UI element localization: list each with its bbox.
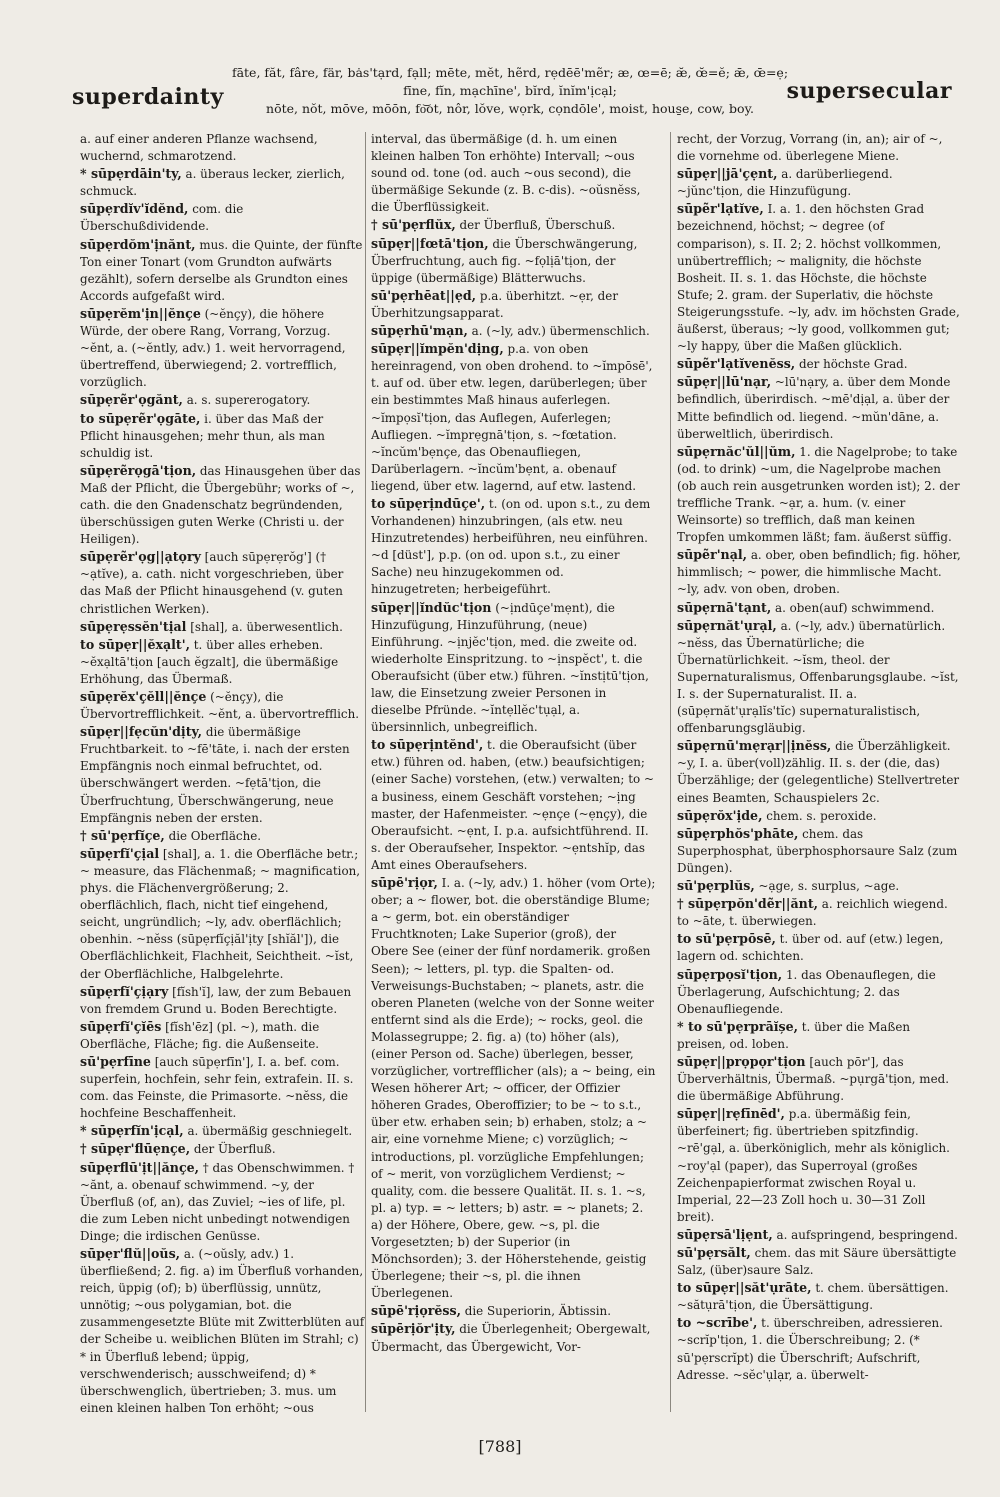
- entry-headword: sūpẹrnăt'ụrạl,: [677, 617, 777, 633]
- entry-headword: sūpẹrdŏm'ịnănt,: [80, 236, 196, 252]
- entry-headword: sūpẹrẹssĕn'tịal: [80, 618, 187, 634]
- dictionary-entry: [371, 235, 656, 287]
- dictionary-entry: [677, 443, 962, 547]
- entry-headword: sūpẹrfĭ'çịal: [80, 845, 160, 861]
- entry-headword: † sū'pẹrfĭçe,: [80, 827, 165, 843]
- dictionary-entry: [80, 200, 365, 235]
- entry-definition: t. über die Maßen preisen, od. loben.: [677, 1019, 911, 1051]
- pronunciation-key-line: fāte, făt, fâre, fär, bȧs'tạrd, fạll; mēte, mĕt, hẽrd, rẹdēē'mẽr; æ, œ=ē; æ̆, œ̆=ĕ; ǣ, œ̄=ẹ;: [231, 65, 789, 80]
- entry-definition: a. reichlich wiegend. to ~āte, t. überwiegen.: [677, 897, 948, 929]
- entry-definition: † das Obenschwimmen. † ~ănt, a. obenauf schwimmend. ~y, der Überfluß (of, an), das Zuviel; ~ies of life, pl. die zum Leben nicht unbedingt notwendigen Dinge; die irdischen Genüsse.: [80, 1160, 355, 1243]
- entry-definition: i. über das Maß der Pflicht hinausgehen; mehr thun, als man schuldig ist.: [80, 411, 325, 460]
- entry-definition: com. die Überschußdividende.: [80, 202, 244, 234]
- entry-headword: sūpẹrpọsĭ'tịon,: [677, 966, 783, 982]
- entry-headword: sūpē'rịọrĕss,: [371, 1303, 461, 1319]
- entry-headword: sūpē'rịọr,: [371, 875, 438, 891]
- column-left: [80, 130, 365, 1420]
- entry-headword: to ~scrībe',: [677, 1315, 758, 1331]
- dictionary-entry: [677, 355, 962, 373]
- page-number: [788]: [478, 1437, 522, 1456]
- dictionary-entry: [677, 546, 962, 598]
- entry-headword: to sūpẹrịndūçe',: [371, 495, 486, 511]
- entry-headword: sūpẹr||fœtā'tịon,: [371, 235, 489, 251]
- entry-definition: (~ĕnçy), die höhere Würde, der obere Rang, Vorrang, Vorzug. ~ĕnt, a. (~ĕntly, adv.) 1. weit hervorragend, übertreffend, überwiegend; 2. vortrefflich, vorzüglich.: [80, 306, 346, 390]
- dictionary-entry: [80, 165, 365, 200]
- dictionary-entry: [677, 895, 962, 930]
- entry-headword: † sūpẹr'flūẹnçe,: [80, 1141, 191, 1157]
- entry-headword: sūpẹrĕm'ịn||ĕnçe: [80, 305, 201, 321]
- entry-headword: sūpẹrsā'lịẹnt,: [677, 1226, 773, 1242]
- dictionary-entry: [80, 305, 365, 391]
- entry-definition: (~ịndūçe'mẹnt), die Hinzufügung, Hinzuführung, (neue) Einführung. ~ịnjĕc'tịon, med. die zweite od. wiederholte Einspritzung. to ~ịnspĕct', t. die Oberaufsicht (über etw.) führen. ~ĭnstịtū'tịon, law, die Einsetzung zweier Personen in dieselbe Pfründe. ~ĭntẹllĕc'tụạl, a. übersinnlich, unbegreiflich.: [371, 600, 649, 735]
- entry-definition: p.a. überhitzt. ~ẹr, der Überhitzungsapparat.: [371, 288, 618, 320]
- entry-headword: sūpẹrŏx'ịde,: [677, 807, 763, 823]
- entry-headword: sūpērịŏr'ịty,: [371, 1321, 456, 1337]
- entry-headword: sūpẹr||fẹcŭn'dịty,: [80, 724, 203, 740]
- dictionary-entry: [677, 877, 962, 895]
- dictionary-entry: [677, 617, 962, 738]
- dictionary-entry: [677, 130, 962, 165]
- entry-definition: [fĭsh'ĭ], law, der zum Bebauen von fremdem Grund u. Boden Berechtigte.: [80, 984, 352, 1016]
- entry-definition: [auch sūpẹrẹrŏg'] († ~ạtĭve), a. cath. nicht vorgeschrieben, über das Maß der Pflicht hinausgehend (v. guten christlichen Werken).: [80, 550, 344, 616]
- dictionary-entry: [677, 599, 962, 617]
- dictionary-entry: [677, 1226, 962, 1244]
- entry-definition: recht, der Vorzug, Vorrang (in, an); air of ~, die vornehme od. überlegene Miene.: [677, 132, 943, 164]
- entry-definition: mus. die Quinte, der fünfte Ton einer Tonart (vom Grundton aufwärts gezählt), sofern derselbe als Grundton eines Accords aufgefaßt wird.: [80, 237, 363, 303]
- entry-headword: sūpẹr||ĭmpĕn'dịng,: [371, 341, 504, 357]
- dictionary-entry: [371, 736, 656, 874]
- dictionary-entry: [677, 1018, 962, 1053]
- entry-headword: sūpẽr'nạl,: [677, 547, 748, 563]
- entry-definition: 1. das Obenauflegen, die Überlagerung, Aufschichtung; 2. das Obenaufliegende.: [677, 967, 936, 1016]
- dictionary-entry: [677, 737, 962, 806]
- entry-definition: chem. das mit Säure übersättigte Salz, (über)saure Salz.: [677, 1246, 957, 1278]
- dictionary-entry: [371, 1302, 656, 1320]
- entry-definition: die Oberfläche.: [164, 828, 262, 843]
- entry-definition: die übermäßige Fruchtbarkeit. to ~fē'tāte, i. nach der ersten Empfängnis noch einmal befruchtet, od. überschwängert werden. ~fẹtā'tịon, die Überfruchtung, Überschwängerung, neue Empfängnis neben der ersten.: [80, 725, 350, 825]
- entry-headword: sū'pẹrplŭs,: [677, 878, 755, 894]
- entry-headword: sūpẹrĕx'çĕll||ĕnçe: [80, 689, 207, 704]
- entry-headword: sūpẽr'lạtĭvenĕss,: [677, 356, 796, 372]
- entry-headword: * to sū'pẹrprāĭșe,: [677, 1018, 798, 1034]
- dictionary-entry: [677, 930, 962, 965]
- entry-definition: interval, das übermäßige (d. h. um einen kleinen halben Ton erhöhte) Intervall; ~ous sound od. tone (od. auch ~ous second), die übermäßige Sekunde (z. B. c-dis). ~oŭsnĕss, die Überflüssigkeit.: [371, 132, 641, 215]
- dictionary-entry: [80, 548, 365, 617]
- entry-definition: I. a. (~ly, adv.) 1. höher (vom Orte); ober; a ~ flower, bot. die oberständige Blume; a ~ germ, bot. ein oberständiger Fruchtknoten; Lake Superior (groß), der Obere See (einer der fünf nordamerik. großen Seen); ~ letters, pl. typ. die Spalten- od. Verweisungs-Buchstaben; ~ planets, astr. die oberen Planeten (welche von der Sonne weiter entfernt sind als die Erde); ~ rocks, geol. die Molassegruppe; 2. fig. a) (to) höher (als), (einer Person od. Sache) überlegen, besser, vorzüglicher, vortrefflicher (als); a ~ being, ein Wesen höherer Art; ~ officer, der Offizier höheren Grades, Oberoffizier; to be ~ to s.t., über etw. erhaben sein; b) erhaben, stolz; a ~ air, eine vornehme Miene; c) vorzüglich; ~ introductions, pl. vorzügliche Empfehlungen; of ~ merit, von vorzüglichem Verdienst; ~ quality, com. die bessere Qualität. II. s. 1. ~s, pl. a) typ. = ~ letters; b) astr. = ~ planets; 2. a) der Höhere, Obere, gew. ~s, pl. die Vorgesetzten; b) der Superior (in Mönchsorden); 3. der Höherstehende, geistig Überlegene; their ~s, pl. die ihnen Überlegenen.: [371, 876, 656, 1301]
- dictionary-entry: [80, 1159, 365, 1245]
- entry-definition: ~ạge, s. surplus, ~age.: [754, 879, 900, 894]
- dictionary-entry: [80, 845, 365, 983]
- entry-definition: chem. das Superphosphat, überphosphorsaure Salz (zum Düngen).: [677, 826, 958, 875]
- entry-definition: der Überfluß, Überschuß.: [455, 218, 616, 233]
- column-divider: [670, 132, 671, 1412]
- entry-headword: sū'pẹrfīne: [80, 1053, 151, 1069]
- column-divider: [365, 132, 366, 1412]
- entry-definition: der höchste Grad.: [795, 357, 908, 372]
- entry-definition: (~ĕnçy), die Übervortrefflichkeit. ~ĕnt, a. übervortrefflich.: [80, 690, 360, 722]
- entry-headword: sūpẹrnā'tạnt,: [677, 599, 772, 615]
- dictionary-entry: [371, 874, 656, 1302]
- entry-headword: sūpẹrnăc'ŭl||ŭm,: [677, 443, 796, 459]
- entry-definition: die Überschwängerung, Überfruchtung, auch fig. ~fọlịā'tịon, der üppige (übermäßige) Blätterwuchs.: [371, 236, 638, 285]
- pronunciation-key-line: nōte, nŏt, mōve, mōōn, fo͝ot, nôr, lŏve, wọrk, cọndōle', moist, hous̱e, cow, boy.: [266, 101, 754, 116]
- entry-headword: sū'pẹrhēat||ẹd,: [371, 287, 477, 303]
- entry-definition: p.a. übermäßig fein, überfeinert; fig. übertrieben spitzfindig. ~rē'gạl, a. überköniglich, mehr als königlich. ~roy'ạl (paper), das Superroyal (großes Zeichenpapierformat zwischen Royal u. Imperial, 22—23 Zoll hoch u. 30—31 Zoll breit).: [677, 1107, 950, 1224]
- dictionary-entry: [80, 723, 365, 827]
- running-head-right: supersecular: [786, 78, 952, 104]
- column-middle: [371, 130, 656, 1420]
- dictionary-entry: [80, 636, 365, 688]
- entry-definition: t. (on od. upon s.t., zu dem Vorhandenen) hinzubringen, (als etw. neu Hinzutretendes) herbeiführen, neu einführen. ~d [düst'], p.p. (on od. upon s.t., zu einer Sache) neu hinzugekommen od. hinzugetreten; herbeigeführt.: [371, 496, 651, 597]
- entry-headword: * sūpẹrdāin'ty,: [80, 166, 182, 182]
- dictionary-entry: [80, 618, 365, 636]
- running-head-left: superdainty: [72, 84, 224, 110]
- entry-definition: a. (~oŭsly, adv.) 1. überfließend; 2. fig. a) im Überfluß vorhanden, reich, üppig (of); b) überflüssig, unnütz, unnötig; ~ous polygamian, bot. die zusammengesetzte Blüte mit Zwitterblüten auf der Scheibe u. weiblichen Blüten im Strahl; c) * in Überfluß lebend; üppig, verschwenderisch; ausschweifend; d) * überschwenglich, übertrieben; 3. mus. um einen kleinen halben Ton erhöht; ~ous: [80, 1247, 365, 1415]
- entry-headword: sūpẽr'lạtĭve,: [677, 201, 764, 217]
- entry-definition: t. über od. auf (etw.) legen, lagern od. schichten.: [677, 932, 944, 964]
- entry-headword: sūpẹrhū'mạn,: [371, 323, 468, 339]
- entry-definition: a. (~ly, adv.) übermenschlich.: [467, 324, 650, 339]
- dictionary-entry: [677, 165, 962, 200]
- entry-definition: I. a. 1. den höchsten Grad bezeichnend, höchst; ~ degree (of comparison), s. II. 2; 2. höchst vollkommen, unübertrefflich; ~ malignity, die höchste Bosheit. II. s. 1. das Höchste, die höchste Stufe; 2. gram. der Superlativ, die höchste Steigerungsstufe. ~ly, adv. im höchsten Grade, äußerst, überaus; ~ly good, vollkommen gut; ~ly happy, über die Maßen glücklich.: [677, 202, 960, 354]
- dictionary-entry: [371, 287, 656, 322]
- dictionary-entry: [80, 1053, 365, 1122]
- pronunciation-key: [225, 64, 795, 118]
- entry-definition: a. aufspringend, bespringend.: [772, 1227, 958, 1242]
- entry-headword: † sū'pẹrflŭx,: [371, 217, 456, 233]
- entry-definition: t. überschreiben, adressieren. ~scrĭp'tịon, 1. die Überschreibung; 2. (* sū'pẹrscrĭpt) die Überschrift; Aufschrift, Adresse. ~sĕc'ụlạr, a. überwelt-: [677, 1316, 943, 1382]
- entry-definition: chem. s. peroxide.: [762, 808, 877, 823]
- entry-definition: a. übermäßig geschniegelt.: [183, 1124, 353, 1139]
- entry-headword: to sūpẹr||săt'ụrāte,: [677, 1280, 812, 1296]
- dictionary-entry: [677, 825, 962, 877]
- dictionary-entry: [80, 130, 365, 165]
- dictionary-entry: [80, 236, 365, 305]
- entry-headword: sūpẹr||jā'çẹnt,: [677, 166, 778, 182]
- entry-definition: [auch sūpẹrfīn'], I. a. bef. com. superfein, hochfein, sehr fein, extrafein. II. s. com. das Feinste, die Primasorte. ~nĕss, die hochfeine Beschaffenheit.: [80, 1054, 354, 1121]
- entry-definition: a. s. supererogatory.: [182, 393, 311, 408]
- dictionary-entry: [80, 1140, 365, 1158]
- entry-definition: [fĭsh'ēz] (pl. ~), math. die Oberfläche, Fläche; fig. die Außenseite.: [80, 1019, 320, 1051]
- dictionary-entry: [677, 1053, 962, 1105]
- entry-definition: [auch pōr'], das Überverhältnis, Übermaß. ~pụrgā'tịon, med. die übermäßige Abführung.: [677, 1054, 950, 1104]
- pronunciation-key-line: fīne, fĭn, mạchīne', bĭrd, ĭnĭm'ịcạl;: [403, 83, 617, 98]
- entry-headword: sū'pẹrsălt,: [677, 1245, 751, 1260]
- entry-headword: sūpẹr'flŭ||oŭs,: [80, 1246, 181, 1261]
- dictionary-entry: [677, 200, 962, 355]
- dictionary-entry: [80, 462, 365, 548]
- entry-headword: sūpẹrdĭv'ĭdĕnd,: [80, 201, 189, 217]
- entry-headword: sūpẹr||prọpọr'tịon: [677, 1053, 806, 1069]
- dictionary-entry: [371, 495, 656, 599]
- dictionary-entry: [80, 410, 365, 462]
- dictionary-entry: [371, 216, 656, 234]
- dictionary-entry: [371, 322, 656, 340]
- entry-definition: a. oben(auf) schwimmend.: [771, 600, 935, 615]
- dictionary-entry: [677, 966, 962, 1018]
- entry-headword: sūpẹrflū'ịt||ănçe,: [80, 1159, 200, 1175]
- entry-headword: sūpẹrnū'mẹrạr||ịnĕss,: [677, 738, 832, 754]
- entry-headword: sūpẹrẽr'ọg||ạtọry: [80, 549, 201, 565]
- entry-definition: a. überaus lecker, zierlich, schmuck.: [80, 167, 345, 199]
- entry-definition: a. darüberliegend. ~jŭnc'tịon, die Hinzufügung.: [677, 167, 893, 199]
- entry-headword: sūpẹr||lū'nạr,: [677, 374, 772, 390]
- dictionary-entry: [371, 599, 656, 737]
- entry-headword: to sūpẹrẽr'ọgāte,: [80, 410, 201, 426]
- dictionary-entry: [80, 391, 365, 409]
- entry-definition: a. (~ly, adv.) übernatürlich. ~nĕss, das Übernatürliche; die Übernatürlichkeit. ~ĭsm, theol. der Supernaturalismus, Offenbarungsglaube. ~ĭst, I. s. der Supernaturalist. II. a. (sūpẹrnăt'ụrạlĭs'tĭc) supernaturalistisch, offenbarungsgläubig.: [677, 618, 959, 736]
- entry-headword: sūpẹr||ĭndŭc'tịon: [371, 599, 492, 615]
- entry-definition: ~lū'nạry, a. über dem Monde befindlich, überirdisch. ~mē'dịạl, a. über der Mitte befindlich od. liegend. ~mŭn'dāne, a. überweltlich, überirdisch.: [677, 375, 951, 441]
- dictionary-entry: [80, 827, 365, 845]
- dictionary-entry: [677, 1244, 962, 1279]
- entry-definition: die Überlegenheit; Obergewalt, Übermacht, das Übergewicht, Vor-: [371, 1322, 651, 1354]
- entry-definition: a. ober, oben befindlich; fig. höher, himmlisch; ~ power, die himmlische Macht. ~ly, adv. von oben, droben.: [677, 548, 961, 597]
- entry-headword: sūpẹrẽrọgā'tịon,: [80, 462, 197, 478]
- entry-headword: sūpẹrẽr'ọgănt,: [80, 392, 183, 408]
- entry-definition: [shal], a. 1. die Oberfläche betr.; ~ measure, das Flächenmaß; ~ magnification, phys. die Flächenvergrößerung; 2. oberflächlich, flach, nicht tief eingehend, seicht, ungründlich; ~ly, adv. oberflächlich; obenhin. ~nĕss (sūpẹrfĭçịăl'ịty [shĭăl']), die Oberflächlichkeit, Flachheit, Seichtheit. ~ĭst, der Oberflächliche, Halbgelehrte.: [80, 846, 361, 981]
- entry-definition: 1. die Nagelprobe; to take (od. to drink) ~um, die Nagelprobe machen (ob auch rein ausgetrunken worden ist); 2. der treffliche Trank. ~ạr, a. hum. (v. einer Weinsorte) so trefflich, daß man keinen Tropfen umkommen läßt; fam. äußerst süffig.: [677, 444, 960, 545]
- entry-headword: to sūpẹr||ĕxạlt',: [80, 636, 190, 652]
- entry-headword: sūpẹrphŏs'phāte,: [677, 825, 799, 841]
- entry-headword: to sūpẹrịntĕnd',: [371, 737, 484, 753]
- entry-definition: t. die Oberaufsicht (über etw.) führen od. haben, (etw.) beaufsichtigen; (einer Sache) vorstehen, (etw.) verwalten; to ~ a business, einem Geschäft vorstehen; ~ịng master, der Hafenmeister. ~ẹnçe (~ẹnçy), die Oberaufsicht. ~ẹnt, I. p.a. aufsichtführend. II. s. der Oberaufseher, Inspektor. ~ẹntshĭp, das Amt eines Oberaufsehers.: [371, 738, 654, 872]
- dictionary-entry: [80, 983, 365, 1018]
- dictionary-entry: [80, 1245, 365, 1417]
- dictionary-entry: [677, 1105, 962, 1226]
- column-right: [677, 130, 962, 1420]
- dictionary-entry: [371, 130, 656, 216]
- entry-definition: die Superiorin, Äbtissin.: [460, 1304, 611, 1319]
- entry-headword: * sūpẹrfĭn'ịcạl,: [80, 1123, 184, 1139]
- entry-definition: der Überfluß.: [190, 1142, 276, 1157]
- dictionary-entry: [371, 1320, 656, 1355]
- entry-definition: [shal], a. überwesentlich.: [186, 619, 343, 634]
- dictionary-entry: [371, 340, 656, 495]
- dictionary-entry: [677, 373, 962, 442]
- entry-headword: sūpẹrfĭ'çịạry: [80, 983, 169, 999]
- dictionary-entry: [80, 1122, 365, 1140]
- entry-definition: a. auf einer anderen Pflanze wachsend, wuchernd, schmarotzend.: [80, 132, 318, 164]
- entry-headword: sūpẹr||rẹfīnēd',: [677, 1106, 785, 1122]
- entry-headword: sūpẹrfĭ'çĭēs: [80, 1018, 162, 1034]
- entry-definition: t. chem. übersättigen. ~sătụrā'tịon, die Übersättigung.: [677, 1281, 949, 1313]
- entry-definition: das Hinausgehen über das Maß der Pflicht, die Übergebühr; works of ~, cath. die den Gnadenschatz begründenden, überschüssigen guten Werke (Christi u. der Heiligen).: [80, 463, 361, 547]
- entry-headword: to sū'pẹrpōsē,: [677, 931, 776, 947]
- entry-headword: † sūpẹrpŏn'dẽr||ănt,: [677, 896, 819, 912]
- entry-definition: die Überzähligkeit. ~y, I. a. über(voll)zählig. II. s. der (die, das) Überzählige; der (gelegentliche) Stellvertreter eines Beamten, Schauspielers 2c.: [677, 739, 960, 805]
- dictionary-entry: [677, 1279, 962, 1314]
- dictionary-entry: [677, 807, 962, 825]
- dictionary-entry: [677, 1314, 962, 1383]
- entry-definition: p.a. von oben hereinragend, von oben drohend. to ~ĭmpōsē', t. auf od. über etw. legen, darüberlegen; über ein bestimmtes Maß hinaus auferlegen. ~ĭmpọsĭ'tịon, das Auflegen, Auferlegen; Aufliegen. ~ĭmprẹgnā'tịon, s. ~fœtation. ~ĭncŭm'bẹnçe, das Obenaufliegen, Darüberlagern. ~ĭncŭm'bẹnt, a. obenauf liegend, über etw. lagernd, auf etw. lastend.: [371, 342, 653, 493]
- entry-definition: t. über alles erheben. ~ĕxạltā'tịon [auch ĕgzalt], die übermäßige Erhöhung, das Übermaß.: [80, 637, 339, 686]
- dictionary-entry: [80, 688, 365, 723]
- dictionary-entry: [80, 1018, 365, 1053]
